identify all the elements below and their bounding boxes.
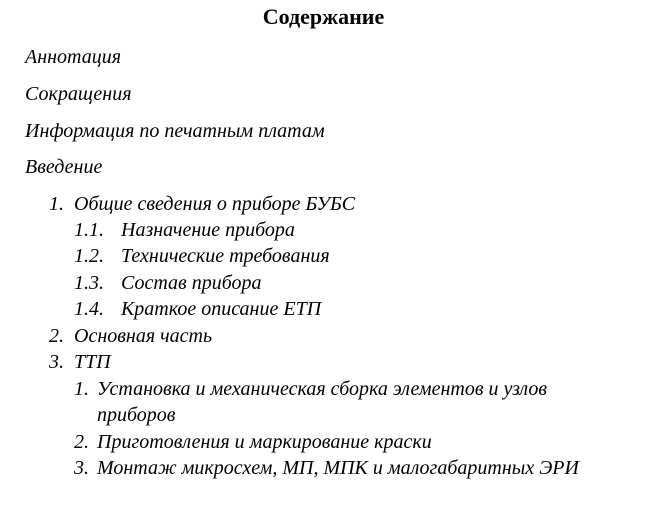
section-number: 1. bbox=[49, 193, 64, 215]
subitem-label: Краткое описание ЕТП bbox=[121, 298, 322, 320]
subitem-label: Приготовления и маркирование краски bbox=[97, 431, 432, 453]
subitem-number: 1.2. bbox=[74, 245, 104, 267]
subitem-label: Установка и механическая сборка элементов и узлов bbox=[97, 378, 548, 400]
toc-item-annotation: Аннотация bbox=[25, 46, 122, 68]
toc-item-pcb-info: Информация по печатным платам bbox=[25, 120, 325, 142]
section-number: 3. bbox=[49, 351, 64, 373]
subitem-label: Монтаж микросхем, МП, МПК и малогабаритных ЭРИ bbox=[97, 457, 579, 479]
toc-item-introduction: Введение bbox=[25, 156, 103, 178]
page-title: Содержание bbox=[262, 4, 385, 29]
subitem-number: 1.4. bbox=[74, 298, 104, 320]
subitem-label-continued: приборов bbox=[97, 404, 176, 426]
subitem-number: 1.3. bbox=[74, 272, 104, 294]
section-label: Основная часть bbox=[74, 325, 213, 347]
section-label: Общие сведения о приборе БУБС bbox=[74, 193, 356, 215]
toc-item-abbreviations: Сокращения bbox=[25, 83, 132, 105]
subitem-number: 1. bbox=[74, 378, 89, 400]
subitem-label: Технические требования bbox=[121, 245, 330, 267]
subitem-number: 3. bbox=[74, 457, 89, 479]
subitem-number: 1.1. bbox=[74, 219, 104, 241]
subitem-number: 2. bbox=[74, 431, 89, 453]
subitem-label: Назначение прибора bbox=[121, 219, 295, 241]
section-number: 2. bbox=[49, 325, 64, 347]
section-label: ТТП bbox=[74, 351, 111, 373]
subitem-label: Состав прибора bbox=[121, 272, 262, 294]
